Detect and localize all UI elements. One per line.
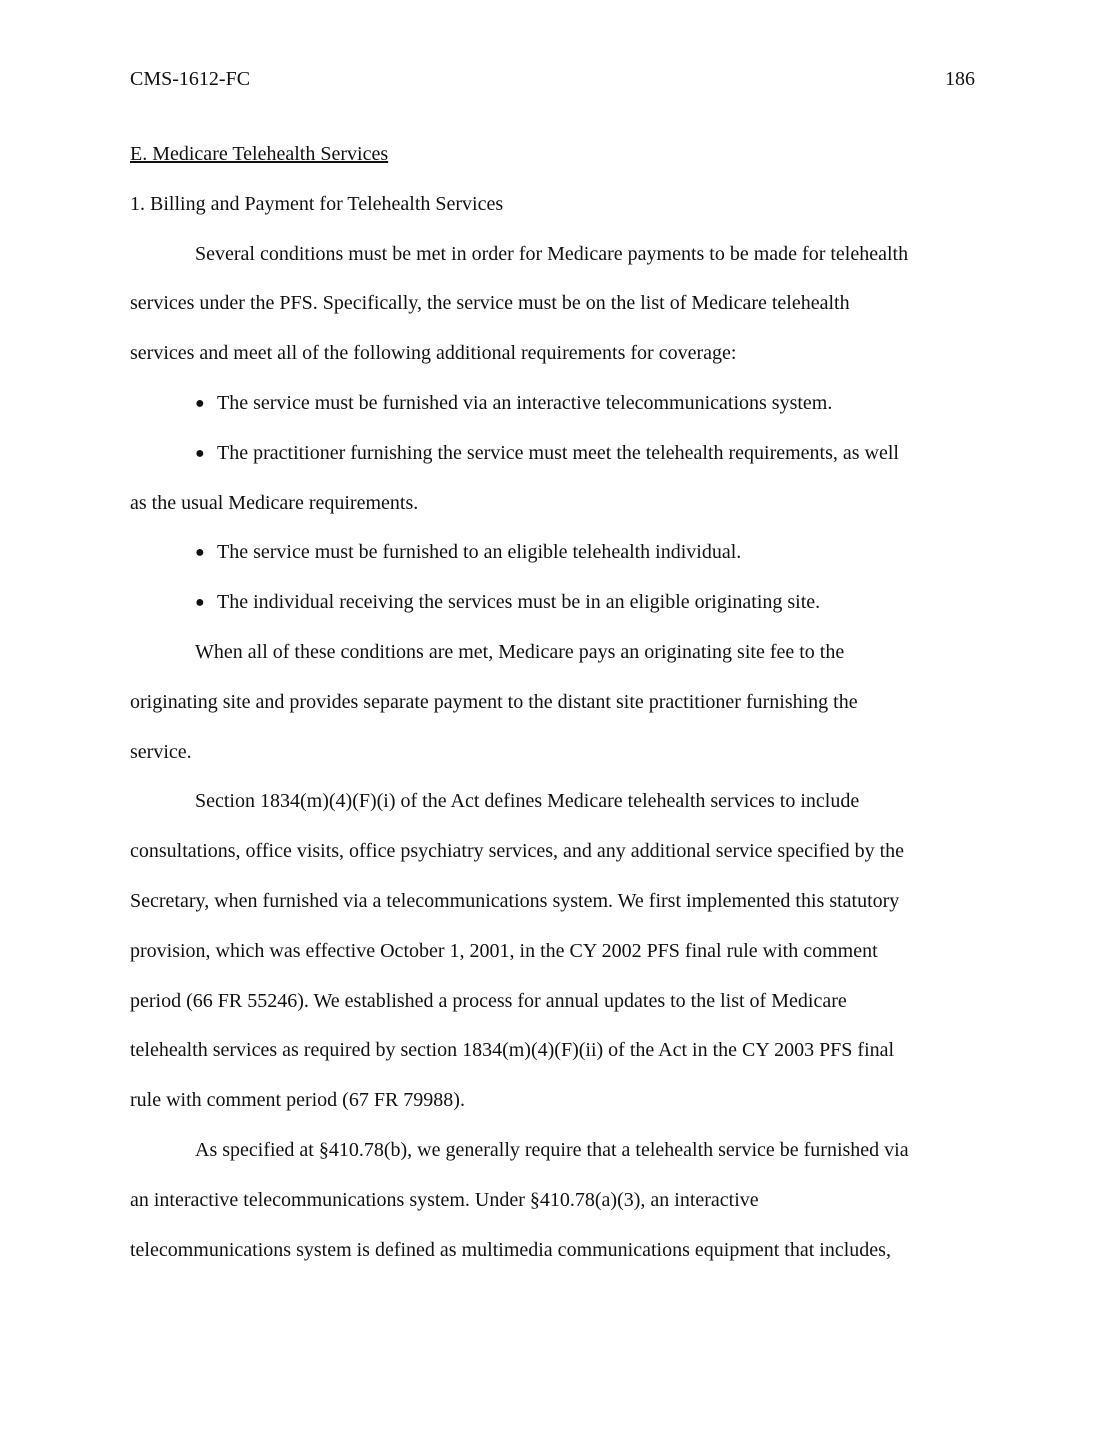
text-line: service. (130, 740, 192, 763)
bullet-icon: ● (195, 544, 205, 562)
page-number: 186 (945, 68, 975, 90)
text-line: rule with comment period (67 FR 79988). (130, 1089, 465, 1112)
text-line: consultations, office visits, office psychiatry services, and any additional service specified by the (130, 840, 905, 863)
bullet-item (130, 429, 980, 529)
text-line: as the usual Medicare requirements. (130, 491, 419, 514)
text-line: ● The practitioner furnishing the service must meet the telehealth requirements, as well (195, 429, 980, 479)
bullet-item (130, 528, 980, 578)
bullet-icon: ● (195, 444, 205, 462)
paragraph-interactive-system (130, 1126, 980, 1275)
text-line: When all of these conditions are met, Medicare pays an originating site fee to the (195, 640, 845, 663)
text-line: an interactive telecommunications system. Under §410.78(a)(3), an interactive (130, 1188, 759, 1211)
text-line: Secretary, when furnished via a telecommunications system. We first implemented this statutory (130, 889, 900, 912)
paragraph-statute (130, 777, 980, 1126)
text-line: ● The individual receiving the services must be in an eligible originating site. (195, 578, 980, 628)
document-id: CMS-1612-FC (130, 68, 251, 90)
text-line: telehealth services as required by section 1834(m)(4)(F)(ii) of the Act in the CY 2003 PFS final (130, 1039, 895, 1062)
subsection-heading: 1. Billing and Payment for Telehealth Services (130, 192, 504, 215)
section-heading: E. Medicare Telehealth Services (130, 143, 389, 165)
bullet-item (130, 379, 980, 429)
paragraph-conditions (130, 230, 980, 379)
bullet-icon: ● (195, 594, 205, 612)
text-line: Several conditions must be met in order for Medicare payments to be made for telehealth (195, 242, 909, 265)
bullet-icon: ● (195, 394, 205, 412)
text-line: ● The service must be furnished via an interactive telecommunications system. (195, 379, 980, 429)
page-header (130, 66, 975, 92)
text-line: Section 1834(m)(4)(F)(i) of the Act defines Medicare telehealth services to include (195, 790, 860, 813)
text-line: As specified at §410.78(b), we generally require that a telehealth service be furnished via (195, 1138, 909, 1161)
text-line: services under the PFS. Specifically, the service must be on the list of Medicare telehealth (130, 292, 850, 315)
bullet-item (130, 578, 980, 628)
document-body (130, 130, 980, 1275)
text-line: telecommunications system is defined as multimedia communications equipment that includes, (130, 1238, 891, 1261)
text-line: services and meet all of the following additional requirements for coverage: (130, 342, 737, 365)
text-line: provision, which was effective October 1, 2001, in the CY 2002 PFS final rule with comment (130, 939, 878, 962)
text-line: originating site and provides separate payment to the distant site practitioner furnishing the (130, 690, 858, 713)
text-line: ● The service must be furnished to an eligible telehealth individual. (195, 528, 980, 578)
text-line: period (66 FR 55246). We established a process for annual updates to the list of Medicare (130, 989, 847, 1012)
paragraph-payment (130, 628, 980, 777)
